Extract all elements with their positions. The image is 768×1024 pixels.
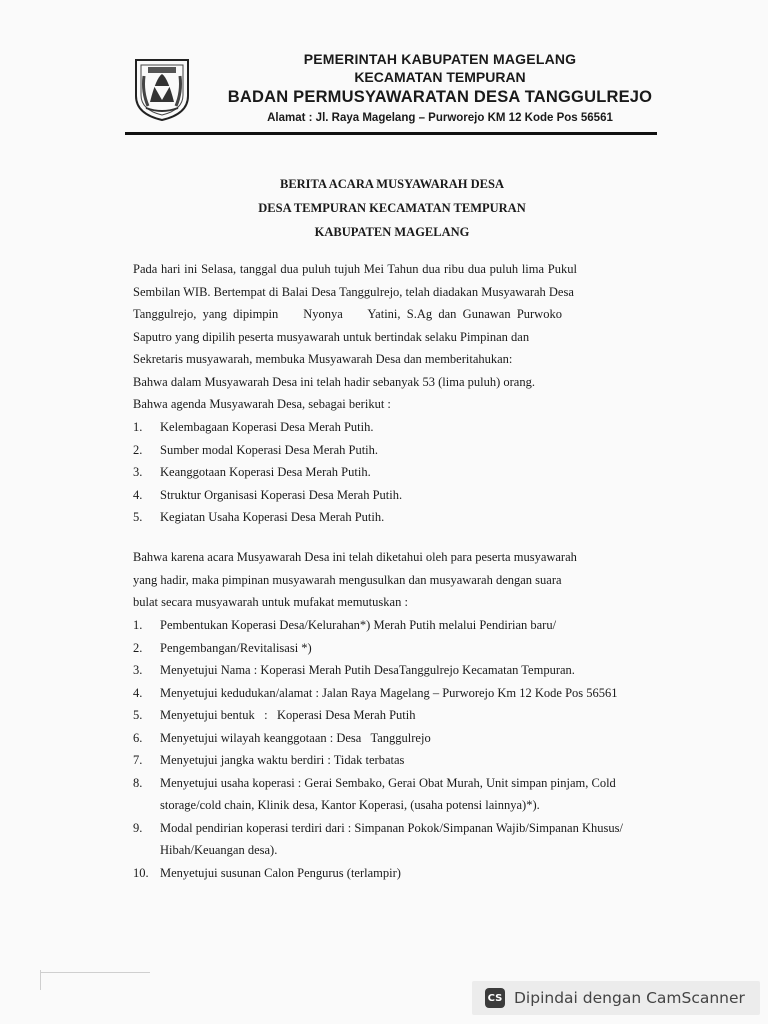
decision-intro-line-2: yang hadir, maka pimpinan musyawarah mengusulkan dan musyawarah dengan suara	[133, 572, 562, 587]
attendance-statement: Bahwa dalam Musyawarah Desa ini telah hadir sebanyak 53 (lima puluh) orang.	[133, 374, 535, 389]
list-item-number: 4.	[133, 685, 143, 700]
list-item-text: Menyetujui susunan Calon Pengurus (terlampir)	[160, 865, 401, 880]
decision-intro-line-3: bulat secara musyawarah untuk mufakat memutuskan :	[133, 595, 408, 609]
camscanner-logo-icon: CS	[485, 988, 505, 1008]
list-item-text: Sumber modal Koperasi Desa Merah Putih.	[160, 442, 379, 457]
list-item	[133, 461, 658, 484]
list-item-number: 1.	[133, 420, 143, 434]
list-item	[133, 772, 658, 817]
list-item-text: Keanggotaan Koperasi Desa Merah Putih.	[160, 465, 371, 479]
letterhead-line-3: BADAN PERMUSYAWARATAN DESA TANGGULREJO	[227, 88, 653, 106]
list-item-number: 4.	[133, 487, 143, 502]
list-item	[133, 817, 658, 862]
list-item-text: Menyetujui wilayah keanggotaan : Desa Tanggulrejo	[160, 730, 431, 745]
opening-line-3: Tanggulrejo, yang dipimpin Nyonya Yatini, S.Ag dan Gunawan Purwoko	[133, 307, 562, 321]
decision-intro-paragraph	[133, 546, 658, 614]
list-item	[133, 439, 658, 462]
list-item	[133, 749, 658, 772]
list-item-text: Menyetujui jangka waktu berdiri : Tidak terbatas	[160, 753, 405, 767]
scan-edge	[40, 972, 150, 973]
scan-edge	[40, 970, 41, 990]
letterhead-line-1: PEMERINTAH KABUPATEN MAGELANG	[303, 51, 577, 67]
document-title	[130, 172, 654, 244]
list-item	[133, 862, 658, 885]
kabupaten-crest-icon	[132, 56, 192, 122]
list-item-text: Menyetujui usaha koperasi : Gerai Sembako, Gerai Obat Murah, Unit simpan pinjam, Cold storage/cold chain, Klinik desa, Kantor Koperasi, (usaha potensi lainnya)*).	[160, 775, 616, 812]
list-item-number: 5.	[133, 708, 143, 722]
list-item-number: 2.	[133, 442, 143, 457]
list-item-text: Menyetujui kedudukan/alamat : Jalan Raya Magelang – Purworejo Km 12 Kode Pos 56561	[160, 685, 618, 700]
opening-line-1: Pada hari ini Selasa, tanggal dua puluh tujuh Mei Tahun dua ribu dua puluh lima Pukul	[133, 262, 577, 276]
list-item-number: 3.	[133, 465, 143, 479]
list-item	[133, 704, 658, 727]
list-item-number: 2.	[133, 640, 143, 655]
list-item-text: Kelembagaan Koperasi Desa Merah Putih.	[160, 420, 374, 434]
letterhead-address: Alamat : Jl. Raya Magelang – Purworejo KM 12 Kode Pos 56561	[267, 112, 613, 124]
list-item-number: 3.	[133, 663, 143, 677]
opening-line-2: Sembilan WIB. Bertempat di Balai Desa Tanggulrejo, telah diadakan Musyawarah Desa	[133, 284, 574, 299]
list-item-text: Menyetujui Nama : Koperasi Merah Putih DesaTanggulrejo Kecamatan Tempuran.	[160, 663, 575, 677]
list-item	[133, 659, 658, 682]
agenda-list	[133, 416, 658, 529]
decision-intro-line-1: Bahwa karena acara Musyawarah Desa ini telah diketahui oleh para peserta musyawarah	[133, 550, 577, 564]
list-item	[133, 614, 658, 637]
opening-paragraph	[133, 258, 653, 416]
camscanner-watermark	[472, 981, 760, 1015]
list-item	[133, 506, 658, 529]
list-item-text: Pembentukan Koperasi Desa/Kelurahan*) Merah Putih melalui Pendirian baru/	[160, 618, 557, 632]
agenda-intro: Bahwa agenda Musyawarah Desa, sebagai berikut :	[133, 397, 391, 411]
list-item-number: 1.	[133, 618, 143, 632]
list-item-text: Struktur Organisasi Koperasi Desa Merah Putih.	[160, 487, 403, 502]
decisions-list	[133, 614, 658, 884]
list-item-number: 7.	[133, 753, 143, 767]
list-item	[133, 682, 658, 705]
list-item-text: Kegiatan Usaha Koperasi Desa Merah Putih.	[160, 510, 385, 524]
opening-line-4: Saputro yang dipilih peserta musyawarah untuk bertindak selaku Pimpinan dan	[133, 329, 530, 344]
list-item	[133, 637, 658, 660]
watermark-text: Dipindai dengan CamScanner	[514, 989, 745, 1007]
list-item-text: Menyetujui bentuk : Koperasi Desa Merah Putih	[160, 708, 416, 722]
list-item-number: 8.	[133, 775, 143, 790]
list-item	[133, 727, 658, 750]
title-line-1: BERITA ACARA MUSYAWARAH DESA	[279, 177, 504, 191]
list-item-number: 10.	[133, 865, 149, 880]
letterhead	[205, 50, 675, 126]
title-line-3: KABUPATEN MAGELANG	[314, 225, 470, 239]
list-item-number: 6.	[133, 730, 143, 745]
list-item-number: 9.	[133, 820, 143, 835]
letterhead-line-2: KECAMATAN TEMPURAN	[354, 69, 526, 85]
list-item	[133, 416, 658, 439]
letterhead-divider	[125, 132, 657, 135]
list-item-text: Modal pendirian koperasi terdiri dari : Simpanan Pokok/Simpanan Wajib/Simpanan Khusus/ Hibah/Keuangan desa).	[160, 820, 623, 857]
list-item-number: 5.	[133, 510, 143, 524]
list-item	[133, 484, 658, 507]
opening-line-5: Sekretaris musyawarah, membuka Musyawarah Desa dan memberitahukan:	[133, 352, 513, 366]
list-item-text: Pengembangan/Revitalisasi *)	[160, 640, 312, 655]
title-line-2: DESA TEMPURAN KECAMATAN TEMPURAN	[258, 201, 526, 215]
